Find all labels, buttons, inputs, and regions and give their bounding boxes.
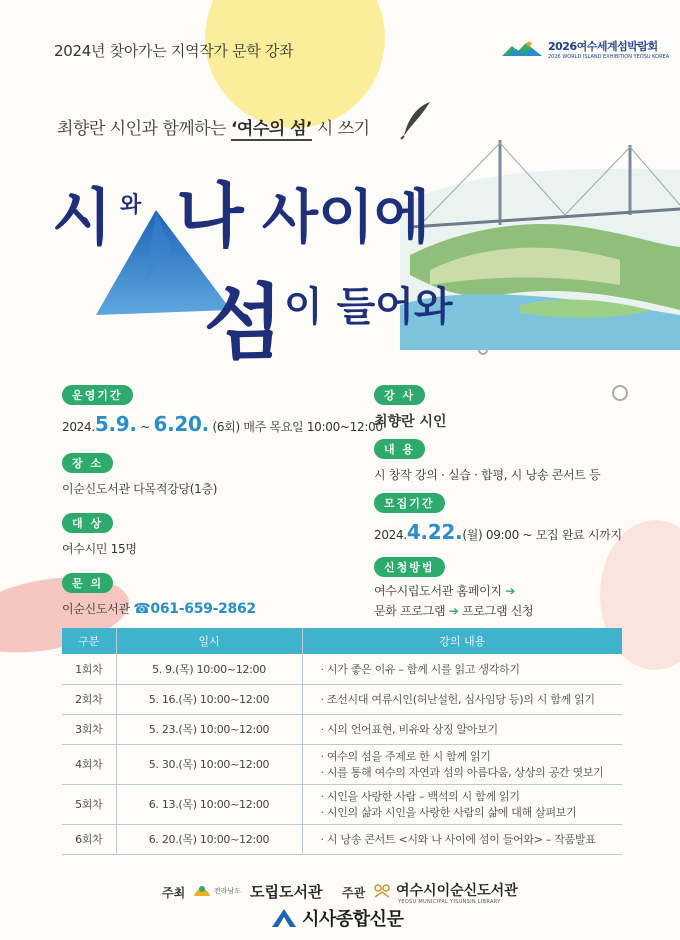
host-label: 주최: [162, 886, 186, 900]
expo-logo-icon: [502, 40, 542, 58]
event-series-title: 2024년 찾아가는 지역작가 문학 강좌: [54, 42, 294, 60]
organizer-name: 여수시이순신도서관: [396, 883, 518, 899]
session-cell: 1회차: [62, 654, 116, 684]
date-cell: 6. 13.(목) 10:00~12:00: [116, 784, 302, 824]
main-title-seom: 섬: [204, 275, 284, 371]
info-inquiry: [62, 572, 256, 617]
subtitle-emphasis: ‘여수의 섬’: [230, 119, 312, 139]
main-title-idul: 이 들어와: [284, 283, 453, 330]
date-cell: 5. 30.(목) 10:00~12:00: [116, 744, 302, 784]
inquiry-phone: ☎061-659-2862: [133, 601, 256, 617]
expo-title: 2026여수세계섬박람회: [548, 40, 658, 53]
footer-organizers: [0, 882, 680, 905]
content-cell: · 시의 언어표현, 비유와 상징 알아보기: [302, 714, 622, 744]
quill-feather-icon: [400, 100, 434, 140]
content-cell: · 여수의 섬을 주제로 한 시 함께 읽기 · 시를 통해 여수의 자연과 섬의 아름다움, 상상의 공간 엿보기: [302, 744, 622, 784]
inquiry-org: 이순신도서관: [62, 602, 130, 616]
date-cell: 5. 9.(목) 10:00~12:00: [116, 654, 302, 684]
circle-decoration: [612, 385, 628, 401]
date-cell: 5. 16.(목) 10:00~12:00: [116, 684, 302, 714]
period-label: 운영기간: [62, 385, 133, 405]
date-cell: 6. 20.(목) 10:00~12:00: [116, 824, 302, 854]
session-cell: 4회차: [62, 744, 116, 784]
host-name: 도립도서관: [250, 883, 323, 901]
schedule-table: [62, 628, 622, 855]
info-recruit: 모집기간 2024.4.22.(월) 09:00 ~ 모집 완료 시까지: [374, 492, 622, 544]
organizer-english: YEOSU MUNICIPAL YISUNSIN LIBRARY: [398, 899, 501, 905]
schedule-header-row: [62, 628, 622, 654]
lecturer-label: 강 사: [374, 385, 425, 405]
content-label: 내 용: [374, 439, 425, 459]
table-row: [62, 824, 622, 854]
info-place: [62, 452, 217, 497]
arrow-right-icon: ➔: [505, 584, 516, 598]
info-period: 운영기간 2024.5.9. ~ 6.20. (6회) 매주 목요일 10:00~12:00: [62, 384, 383, 436]
place-value: 이순신도서관 다목적강당(1층): [62, 482, 218, 496]
apply-label: 신청방법: [374, 557, 445, 577]
table-row: [62, 714, 622, 744]
target-value: 여수시민 15명: [62, 542, 137, 556]
table-row: [62, 684, 622, 714]
period-end-date: 6.20.: [153, 412, 209, 436]
info-target: [62, 512, 137, 557]
watermark-text: 시사종합신문: [302, 909, 404, 930]
recruit-label: 모집기간: [374, 493, 445, 513]
content-cell: · 시가 좋은 이유 – 함께 시를 읽고 생각하기: [302, 654, 622, 684]
date-cell: 5. 23.(목) 10:00~12:00: [116, 714, 302, 744]
info-apply: [374, 556, 533, 619]
target-label: 대 상: [62, 513, 113, 533]
session-cell: 5회차: [62, 784, 116, 824]
poster-subtitle: 최향란 시인과 함께하는 ‘여수의 섬’ 시 쓰기: [57, 119, 370, 139]
info-lecturer: [374, 384, 447, 431]
host-province: 전라남도: [214, 887, 242, 895]
inquiry-label: 문 의: [62, 573, 113, 593]
session-cell: 2회차: [62, 684, 116, 714]
period-detail: (6회) 매주 목요일 10:00~12:00: [212, 420, 383, 434]
expo-subtitle: 2026 WORLD ISLAND EXHIBITION YEOSU KOREA: [548, 54, 670, 60]
newspaper-watermark: [270, 905, 403, 931]
table-row: [62, 654, 622, 684]
lecturer-value: 최향란 시인: [374, 414, 447, 430]
main-title-sai: 사이에: [262, 183, 431, 251]
session-cell: 3회차: [62, 714, 116, 744]
organizer-label: 주관: [342, 886, 366, 900]
newspaper-logo-icon: [270, 907, 298, 929]
main-title-wa: 와: [120, 192, 142, 218]
apply-step-homepage: 여수시립도서관 홈페이지: [374, 584, 502, 598]
content-value: 시 창작 강의 · 실습 · 합평, 시 낭송 콘서트 등: [374, 468, 601, 482]
expo-logo-block: [502, 38, 669, 60]
header-session: 구분: [62, 628, 116, 654]
recruit-detail: (월) 09:00 ~ 모집 완료 시까지: [462, 528, 622, 542]
place-label: 장 소: [62, 453, 113, 473]
table-row: [62, 784, 622, 824]
header-content: 강의 내용: [302, 628, 622, 654]
main-title-na: 나: [176, 174, 244, 257]
yellow-sun-decoration: [205, 0, 385, 128]
content-cell: · 조선시대 여류시인(허난설헌, 심사임당 등)의 시 함께 읽기: [302, 684, 622, 714]
yisunsin-library-logo-icon: [372, 882, 392, 900]
apply-step-program: 프로그램 신청: [462, 604, 534, 618]
session-cell: 6회차: [62, 824, 116, 854]
content-cell: · 시인을 사랑한 사람 – 백석의 시 함께 읽기 · 시인의 삶과 시인을 사랑한 사람의 삶에 대해 살펴보기: [302, 784, 622, 824]
period-start-date: 5.9.: [94, 412, 137, 436]
recruit-date: 4.22.: [406, 520, 463, 544]
content-cell: · 시 낭송 콘서트 <시와 나 사이에 섬이 들어와> – 작품발표: [302, 824, 622, 854]
info-content: [374, 438, 600, 483]
jeonnam-logo-icon: [192, 882, 212, 900]
table-row: [62, 744, 622, 784]
main-title-si: 시: [52, 181, 112, 254]
arrow-right-icon: ➔: [448, 604, 459, 618]
header-date: 일시: [116, 628, 302, 654]
apply-step-culture: 문화 프로그램: [374, 604, 446, 618]
